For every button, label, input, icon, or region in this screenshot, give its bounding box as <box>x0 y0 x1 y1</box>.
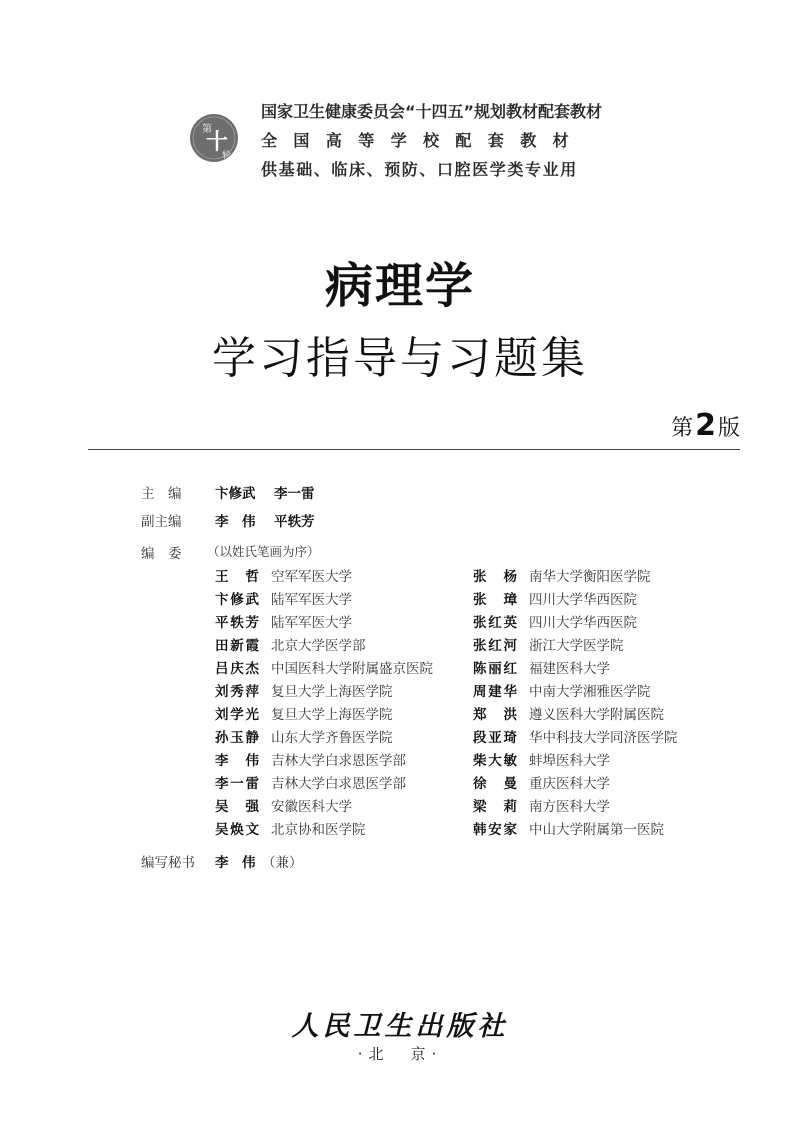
member-name: 吴强 <box>215 799 259 815</box>
member-institution: 浙江大学医学院 <box>529 638 624 654</box>
member-name: 张红河 <box>473 638 517 654</box>
edition-number: 2 <box>695 408 716 443</box>
member-name: 王哲 <box>215 569 259 585</box>
edition-suffix: 版 <box>717 416 740 441</box>
member-institution: 空军军医大学 <box>271 569 352 585</box>
member-institution: 中国医科大学附属盛京医院 <box>271 661 433 677</box>
series-line-1: 国家卫生健康委员会“十四五”规划教材配套教材 <box>261 102 603 121</box>
secretary-note: （兼） <box>262 855 303 871</box>
member-institution: 四川大学华西医院 <box>529 615 637 631</box>
series-seal <box>189 113 239 163</box>
member-institution: 陆军军医大学 <box>271 615 352 631</box>
publisher-city: ·北 京· <box>357 1045 443 1063</box>
member-institution: 南华大学衡阳医学院 <box>529 569 651 585</box>
member-name: 柴大敏 <box>473 753 517 769</box>
board-list-right <box>473 565 733 845</box>
member-name: 刘秀萍 <box>215 684 259 700</box>
member-name: 张杨 <box>473 569 517 585</box>
member-institution: 复旦大学上海医学院 <box>271 707 393 723</box>
member-name: 田新霞 <box>215 638 259 654</box>
book-subtitle: 学习指导与习题集 <box>212 333 588 384</box>
deputy-editor-label: 副主编 <box>141 514 182 530</box>
series-line-3: 供基础、临床、预防、口腔医学类专业用 <box>261 160 578 179</box>
book-title: 病理学 <box>324 258 475 314</box>
member-name: 李伟 <box>215 753 259 769</box>
member-institution: 遵义医科大学附属医院 <box>529 707 664 723</box>
seal-char-3: 轮 <box>222 151 232 161</box>
member-institution: 中山大学附属第一医院 <box>529 822 664 838</box>
member-institution: 南方医科大学 <box>529 799 610 815</box>
publisher-logo: 人民卫生出版社 <box>291 1011 509 1042</box>
board-order-note: （以姓氏笔画为序） <box>207 544 320 559</box>
member-institution: 福建医科大学 <box>529 661 610 677</box>
member-name: 李一雷 <box>215 776 259 792</box>
member-name: 卞修武 <box>215 592 259 608</box>
member-name: 韩安家 <box>473 822 517 838</box>
chief-editor-name: 卞修武 <box>215 486 256 502</box>
board-label: 编 委 <box>141 546 182 562</box>
member-name: 吕庆杰 <box>215 661 259 677</box>
member-institution: 蚌埠医科大学 <box>529 753 610 769</box>
deputy-editor-name: 李 伟 <box>215 514 256 530</box>
member-institution: 北京大学医学部 <box>271 638 366 654</box>
secretary-name: 李 伟 <box>215 855 256 871</box>
member-institution: 北京协和医学院 <box>271 822 366 838</box>
member-institution: 华中科技大学同济医学院 <box>529 730 678 746</box>
member-name: 孙玉静 <box>215 730 259 746</box>
member-institution: 安徽医科大学 <box>271 799 352 815</box>
member-institution: 山东大学齐鲁医学院 <box>271 730 393 746</box>
edition-prefix: 第 <box>671 416 694 441</box>
member-name: 郑洪 <box>473 707 517 723</box>
title-divider <box>88 449 740 450</box>
seal-char-2: 十 <box>206 130 229 155</box>
member-institution: 四川大学华西医院 <box>529 592 637 608</box>
member-institution: 中南大学湘雅医学院 <box>529 684 651 700</box>
member-institution: 陆军军医大学 <box>271 592 352 608</box>
member-name: 吴焕文 <box>215 822 259 838</box>
secretary-label: 编写秘书 <box>141 855 195 871</box>
member-name: 徐曼 <box>473 776 517 792</box>
member-name: 张红英 <box>473 615 517 631</box>
member-institution: 吉林大学白求恩医学部 <box>271 753 406 769</box>
board-list-left <box>215 565 475 845</box>
member-name: 陈丽红 <box>473 661 517 677</box>
series-line-2: 全国高等学校配套教材 <box>261 131 586 150</box>
deputy-editor-name: 平轶芳 <box>274 514 315 530</box>
member-name: 张璋 <box>473 592 517 608</box>
chief-editor-name: 李一雷 <box>274 486 315 502</box>
member-name: 刘学光 <box>215 707 259 723</box>
seal-char-1: 第 <box>202 124 212 135</box>
member-name: 周建华 <box>473 684 517 700</box>
member-name: 梁莉 <box>473 799 517 815</box>
member-name: 平轶芳 <box>215 615 259 631</box>
chief-editor-label: 主 编 <box>141 486 182 502</box>
member-institution: 吉林大学白求恩医学部 <box>271 776 406 792</box>
member-institution: 重庆医科大学 <box>529 776 610 792</box>
edition-label <box>671 408 740 443</box>
member-institution: 复旦大学上海医学院 <box>271 684 393 700</box>
member-name: 段亚琦 <box>473 730 517 746</box>
